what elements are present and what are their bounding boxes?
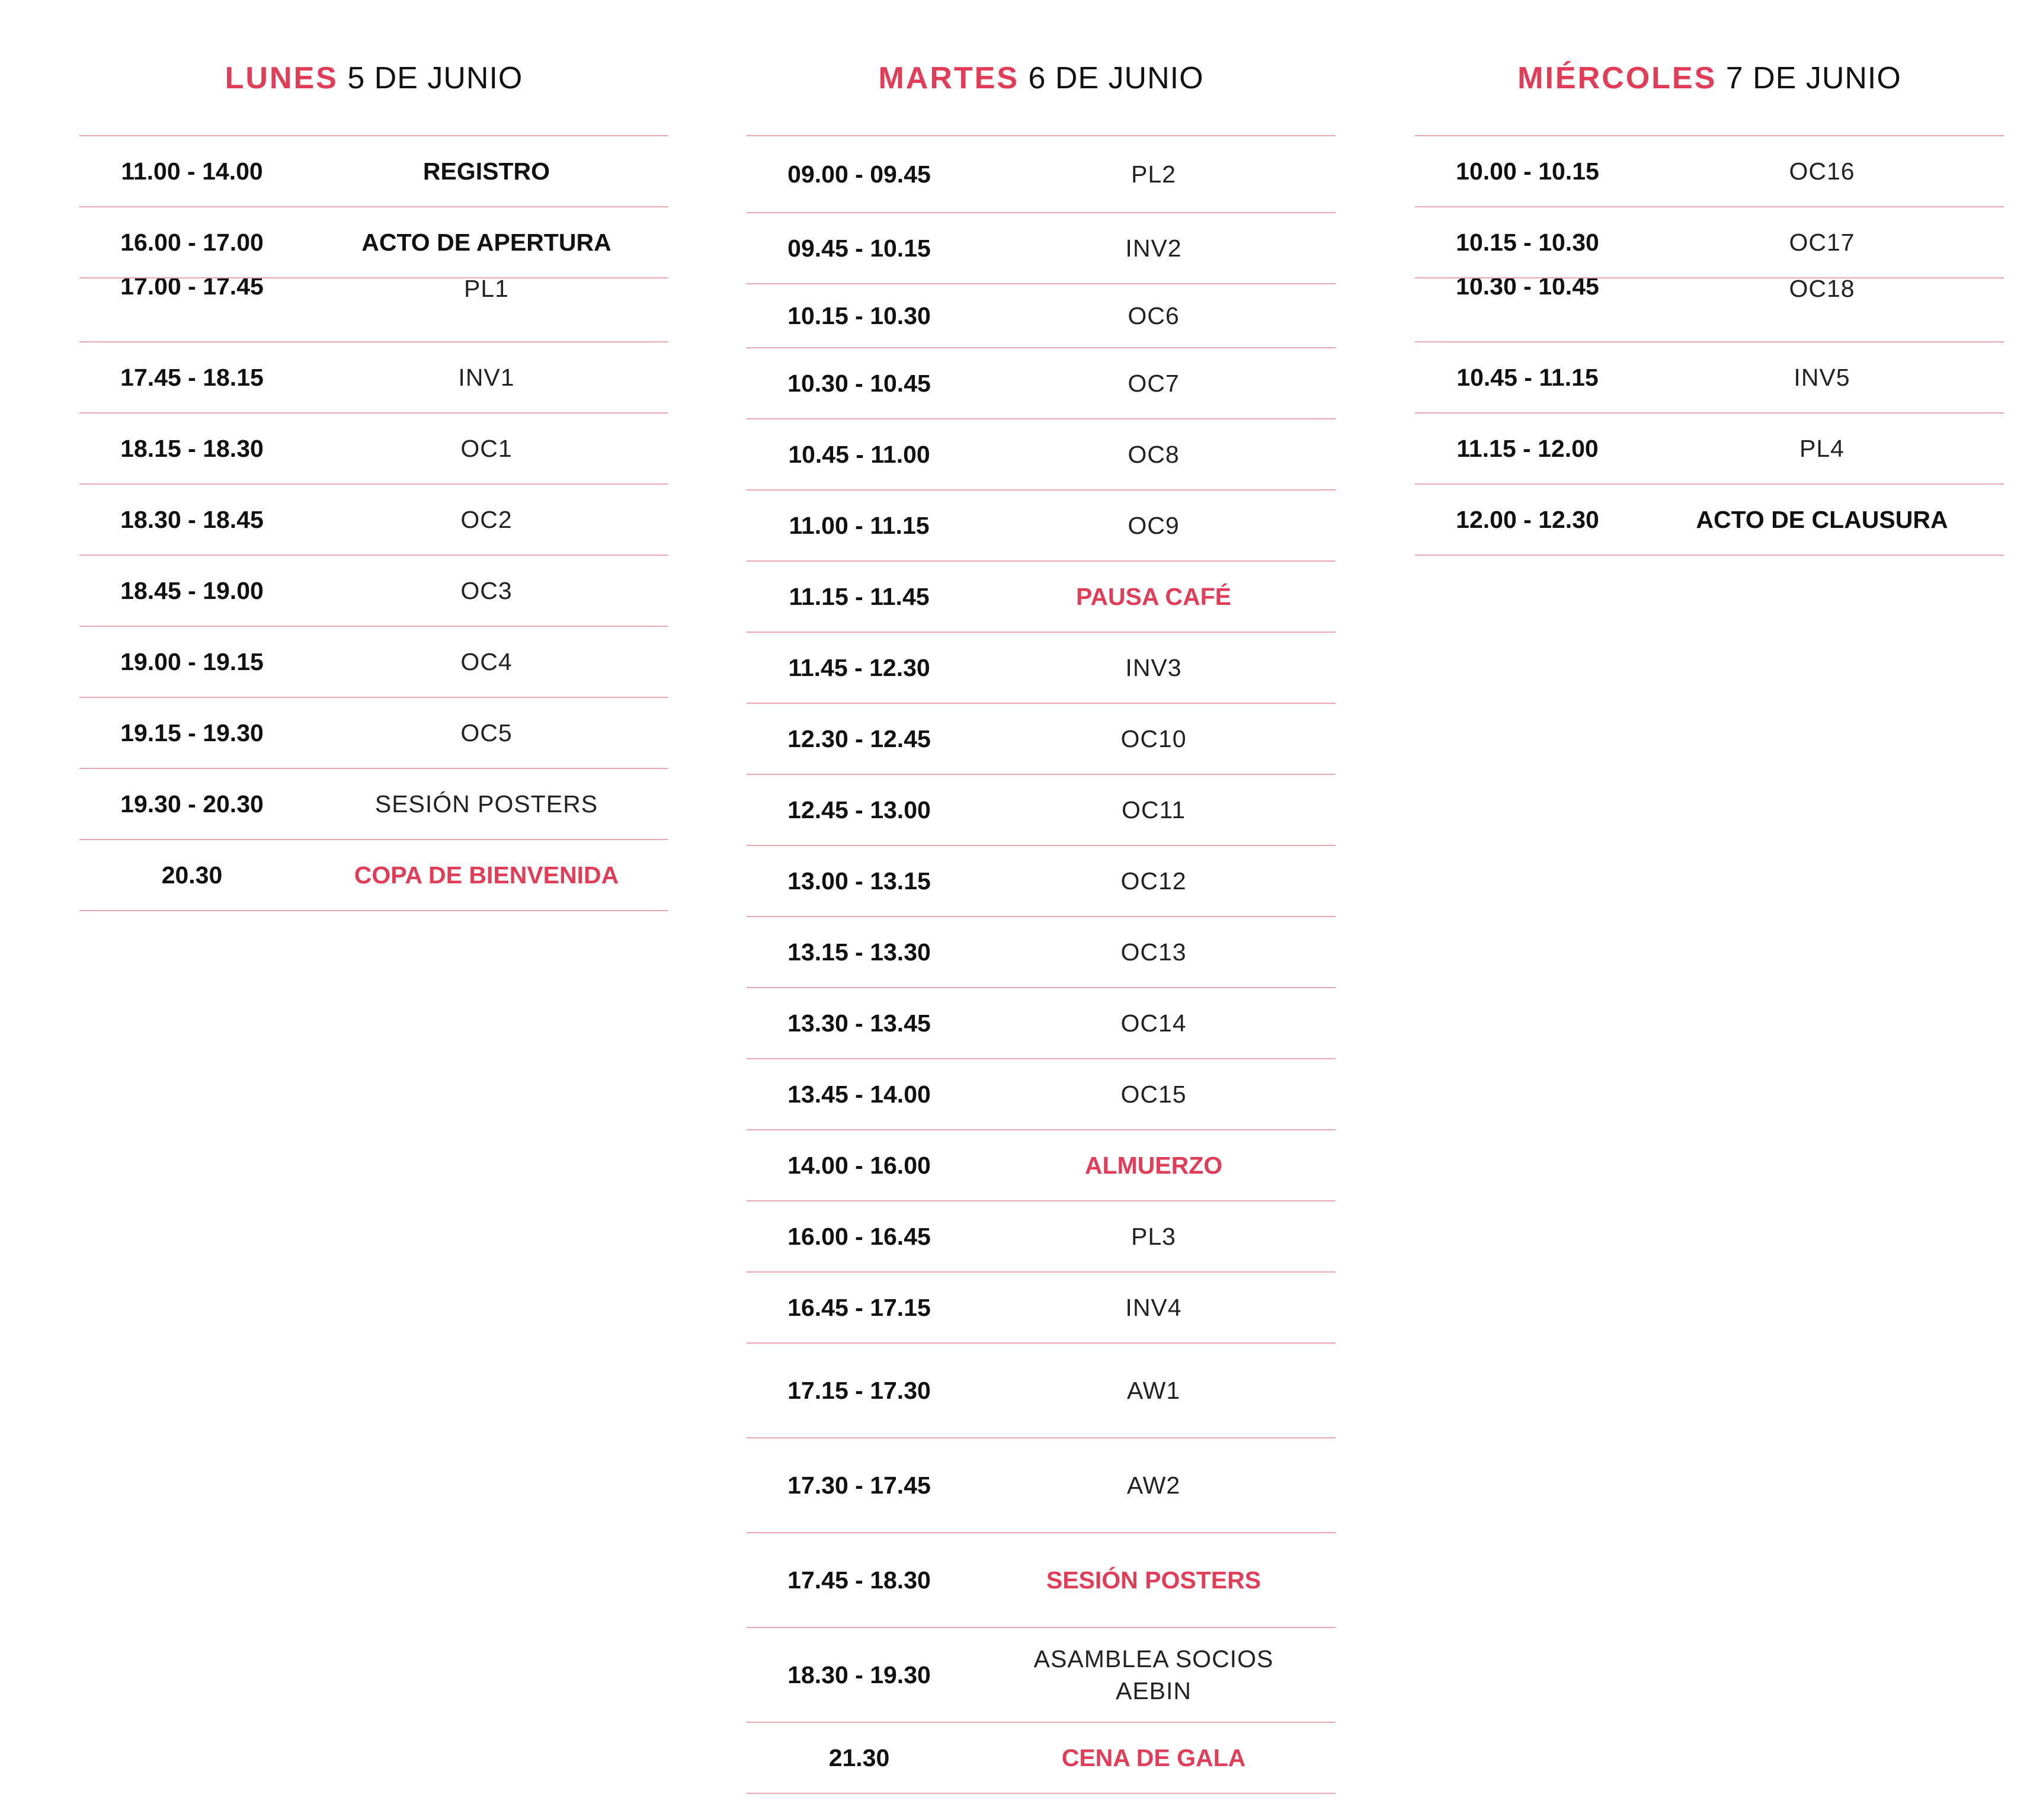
time-label: 11.00 - 14.00 bbox=[121, 157, 263, 185]
time-label: 13.00 - 13.15 bbox=[787, 867, 931, 895]
time-label: 14.00 - 16.00 bbox=[787, 1151, 931, 1179]
schedule-row bbox=[747, 1344, 1336, 1438]
schedule-row bbox=[747, 633, 1336, 704]
event-label: OC6 bbox=[1128, 302, 1180, 329]
event-label: INV2 bbox=[1125, 235, 1182, 262]
time-label: 18.30 - 19.30 bbox=[787, 1661, 931, 1688]
event-label: ACTO DE APERTURA bbox=[361, 229, 611, 256]
schedule-row bbox=[79, 627, 668, 698]
time-slot bbox=[747, 1723, 972, 1793]
time-slot bbox=[747, 846, 972, 916]
event-label: PL2 bbox=[1131, 161, 1176, 188]
schedule-row bbox=[79, 698, 668, 769]
event-label: OC14 bbox=[1120, 1010, 1187, 1037]
event-cell bbox=[972, 633, 1336, 703]
time-label: 21.30 bbox=[828, 1744, 890, 1771]
time-label: 10.15 - 10.30 bbox=[1456, 228, 1599, 256]
time-label: 19.30 - 20.30 bbox=[120, 790, 264, 818]
time-label: 10.30 - 10.45 bbox=[787, 369, 931, 397]
event-cell bbox=[972, 1628, 1336, 1722]
schedule-row bbox=[79, 769, 668, 840]
time-slot bbox=[747, 136, 972, 212]
event-label: OC3 bbox=[460, 577, 513, 604]
event-cell bbox=[305, 627, 668, 697]
event-cell bbox=[305, 769, 668, 839]
schedule-row bbox=[747, 917, 1336, 988]
event-cell bbox=[972, 348, 1336, 418]
schedule-row bbox=[1415, 136, 2004, 207]
event-cell bbox=[972, 1059, 1336, 1129]
event-cell bbox=[972, 1130, 1336, 1200]
time-slot bbox=[747, 1273, 972, 1342]
schedule-row bbox=[747, 1723, 1336, 1794]
time-slot bbox=[747, 213, 972, 283]
time-label: 11.15 - 11.45 bbox=[789, 582, 930, 610]
event-cell bbox=[1640, 414, 2004, 483]
schedule-row bbox=[79, 207, 668, 278]
time-slot bbox=[747, 348, 972, 418]
time-slot bbox=[79, 698, 305, 768]
time-label: 10.30 - 10.45 bbox=[1456, 278, 1599, 300]
day-name: LUNES bbox=[225, 61, 338, 95]
event-cell bbox=[972, 1723, 1336, 1793]
time-slot bbox=[79, 840, 305, 910]
day-date: 6 DE JUNIO bbox=[1028, 61, 1204, 95]
event-label: SESIÓN POSTERS bbox=[374, 790, 598, 818]
time-label: 11.15 - 12.00 bbox=[1456, 434, 1599, 462]
time-slot bbox=[747, 1628, 972, 1722]
event-label: AW2 bbox=[1126, 1472, 1181, 1499]
time-slot bbox=[1415, 342, 1640, 412]
event-label: OC4 bbox=[460, 648, 513, 675]
day-name: MARTES bbox=[878, 61, 1020, 95]
time-slot bbox=[1415, 485, 1640, 555]
time-slot bbox=[79, 278, 305, 341]
event-label: OC13 bbox=[1120, 938, 1187, 966]
time-slot bbox=[79, 414, 305, 483]
time-slot bbox=[79, 627, 305, 697]
schedule-row bbox=[747, 775, 1336, 846]
time-label: 16.00 - 17.00 bbox=[120, 228, 264, 256]
time-slot bbox=[79, 342, 305, 412]
schedule-row bbox=[747, 1438, 1336, 1533]
time-slot bbox=[747, 988, 972, 1058]
time-label: 13.15 - 13.30 bbox=[787, 938, 931, 966]
schedule-row bbox=[747, 1201, 1336, 1273]
event-label: ACTO DE CLAUSURA bbox=[1696, 506, 1948, 533]
event-label: COPA DE BIENVENIDA bbox=[354, 861, 619, 889]
time-label: 10.45 - 11.00 bbox=[788, 440, 930, 468]
event-label: OC2 bbox=[460, 506, 513, 533]
time-slot bbox=[747, 491, 972, 560]
schedule-row bbox=[747, 1059, 1336, 1130]
event-label: OC8 bbox=[1128, 441, 1180, 468]
time-label: 18.45 - 19.00 bbox=[120, 576, 264, 604]
schedule-row bbox=[747, 1533, 1336, 1628]
event-cell bbox=[972, 846, 1336, 916]
schedule-row bbox=[1415, 278, 2004, 342]
event-label: OC18 bbox=[1789, 278, 1855, 302]
event-cell bbox=[1640, 342, 2004, 412]
schedule-table bbox=[747, 135, 1336, 1794]
time-label: 13.30 - 13.45 bbox=[787, 1009, 931, 1037]
time-slot bbox=[1415, 278, 1640, 341]
event-cell bbox=[305, 278, 668, 341]
event-label: ASAMBLEA SOCIOS AEBIN bbox=[1033, 1645, 1274, 1704]
time-slot bbox=[747, 1059, 972, 1129]
time-slot bbox=[747, 419, 972, 489]
event-label: OC11 bbox=[1121, 796, 1186, 824]
day-date: 5 DE JUNIO bbox=[347, 61, 523, 95]
event-cell bbox=[1640, 207, 2004, 277]
day-date: 7 DE JUNIO bbox=[1725, 61, 1901, 95]
schedule-table bbox=[79, 135, 668, 911]
event-label: OC5 bbox=[460, 719, 513, 746]
event-cell bbox=[972, 491, 1336, 560]
schedule-row bbox=[747, 419, 1336, 491]
schedule-row bbox=[1415, 414, 2004, 485]
event-label: OC15 bbox=[1120, 1081, 1187, 1108]
time-label: 13.45 - 14.00 bbox=[787, 1080, 931, 1108]
event-label: INV3 bbox=[1125, 654, 1182, 681]
schedule-row bbox=[79, 278, 668, 342]
day-title bbox=[1415, 55, 2004, 102]
day-title bbox=[747, 55, 1336, 102]
schedule-row bbox=[747, 1628, 1336, 1723]
time-slot bbox=[747, 917, 972, 987]
event-label: OC7 bbox=[1128, 370, 1180, 397]
time-label: 17.45 - 18.15 bbox=[120, 363, 264, 391]
schedule-row bbox=[747, 348, 1336, 419]
schedule-row bbox=[747, 988, 1336, 1059]
event-cell bbox=[972, 775, 1336, 845]
time-slot bbox=[747, 1201, 972, 1271]
day-name: MIÉRCOLES bbox=[1517, 61, 1717, 95]
event-cell bbox=[305, 840, 668, 910]
event-cell bbox=[972, 1273, 1336, 1342]
event-label: OC12 bbox=[1120, 867, 1187, 895]
event-label: INV4 bbox=[1125, 1294, 1182, 1321]
time-label: 18.15 - 18.30 bbox=[120, 434, 264, 462]
event-cell bbox=[1640, 136, 2004, 206]
event-cell bbox=[972, 1533, 1336, 1627]
event-cell bbox=[972, 1438, 1336, 1532]
time-slot bbox=[79, 207, 305, 277]
event-cell bbox=[305, 414, 668, 483]
time-label: 10.00 - 10.15 bbox=[1456, 157, 1599, 185]
time-slot bbox=[747, 1344, 972, 1437]
event-label: OC17 bbox=[1789, 229, 1855, 256]
event-cell bbox=[305, 342, 668, 412]
schedule-row bbox=[747, 284, 1336, 348]
event-label: INV1 bbox=[458, 364, 515, 391]
schedule-row bbox=[747, 704, 1336, 775]
schedule-row bbox=[79, 414, 668, 485]
event-cell bbox=[972, 1201, 1336, 1271]
schedule-row bbox=[1415, 207, 2004, 278]
time-label: 17.45 - 18.30 bbox=[787, 1566, 931, 1594]
schedule-table bbox=[1415, 135, 2004, 556]
event-cell bbox=[972, 419, 1336, 489]
schedule-row bbox=[1415, 342, 2004, 414]
event-cell bbox=[1640, 278, 2004, 341]
time-label: 17.15 - 17.30 bbox=[787, 1376, 931, 1404]
event-cell bbox=[972, 704, 1336, 774]
event-label: SESIÓN POSTERS bbox=[1046, 1566, 1261, 1594]
event-label: OC9 bbox=[1128, 512, 1180, 539]
schedule-row bbox=[747, 491, 1336, 562]
time-slot bbox=[747, 562, 972, 632]
event-cell bbox=[972, 284, 1336, 347]
event-cell bbox=[972, 1344, 1336, 1437]
schedule-row bbox=[747, 213, 1336, 284]
event-cell bbox=[305, 698, 668, 768]
event-cell bbox=[305, 556, 668, 626]
event-cell bbox=[1640, 485, 2004, 555]
event-cell bbox=[972, 136, 1336, 212]
time-label: 20.30 bbox=[161, 861, 223, 889]
time-label: 10.45 - 11.15 bbox=[1456, 363, 1599, 391]
time-slot bbox=[1415, 414, 1640, 483]
event-label: INV5 bbox=[1794, 364, 1850, 391]
time-slot bbox=[79, 136, 305, 206]
schedule-row bbox=[747, 562, 1336, 633]
event-label: PAUSA CAFÉ bbox=[1076, 583, 1231, 610]
event-cell bbox=[972, 213, 1336, 283]
event-cell bbox=[972, 562, 1336, 632]
event-cell bbox=[305, 207, 668, 277]
schedule-row bbox=[1415, 485, 2004, 556]
event-label: PL1 bbox=[464, 278, 509, 302]
event-label: REGISTRO bbox=[422, 158, 550, 185]
time-label: 11.00 - 11.15 bbox=[789, 511, 930, 539]
time-label: 17.30 - 17.45 bbox=[787, 1471, 931, 1499]
time-slot bbox=[747, 704, 972, 774]
time-slot bbox=[1415, 207, 1640, 277]
event-label: ALMUERZO bbox=[1084, 1152, 1223, 1179]
event-label: OC10 bbox=[1120, 725, 1187, 752]
schedule-row bbox=[747, 136, 1336, 213]
event-cell bbox=[305, 485, 668, 555]
schedule-row bbox=[79, 342, 668, 414]
schedule-row bbox=[747, 846, 1336, 917]
event-label: CENA DE GALA bbox=[1061, 1744, 1246, 1771]
time-slot bbox=[747, 633, 972, 703]
time-label: 19.00 - 19.15 bbox=[120, 648, 264, 675]
time-slot bbox=[747, 775, 972, 845]
time-slot bbox=[79, 485, 305, 555]
time-label: 09.00 - 09.45 bbox=[787, 160, 931, 188]
schedule-row bbox=[79, 485, 668, 556]
time-label: 12.30 - 12.45 bbox=[787, 725, 931, 752]
event-label: PL3 bbox=[1131, 1223, 1176, 1250]
schedule-row bbox=[79, 136, 668, 207]
time-label: 09.45 - 10.15 bbox=[787, 234, 931, 262]
time-label: 18.30 - 18.45 bbox=[120, 505, 264, 533]
event-cell bbox=[305, 136, 668, 206]
time-label: 17.00 - 17.45 bbox=[120, 278, 264, 300]
time-label: 16.45 - 17.15 bbox=[787, 1293, 931, 1321]
day-title bbox=[79, 55, 668, 102]
time-label: 16.00 - 16.45 bbox=[787, 1222, 931, 1250]
schedule-row bbox=[79, 840, 668, 911]
event-label: AW1 bbox=[1126, 1377, 1181, 1404]
schedule-row bbox=[747, 1273, 1336, 1344]
event-cell bbox=[972, 917, 1336, 987]
time-slot bbox=[747, 284, 972, 347]
time-slot bbox=[747, 1533, 972, 1627]
schedule-row bbox=[747, 1130, 1336, 1201]
time-label: 19.15 - 19.30 bbox=[120, 719, 264, 746]
time-label: 10.15 - 10.30 bbox=[787, 302, 931, 329]
event-cell bbox=[972, 988, 1336, 1058]
event-label: OC16 bbox=[1789, 158, 1855, 185]
time-slot bbox=[79, 556, 305, 626]
time-slot bbox=[747, 1130, 972, 1200]
time-label: 11.45 - 12.30 bbox=[788, 653, 930, 681]
time-label: 12.45 - 13.00 bbox=[787, 796, 931, 824]
time-label: 12.00 - 12.30 bbox=[1456, 505, 1599, 533]
event-label: OC1 bbox=[460, 435, 513, 462]
time-slot bbox=[747, 1438, 972, 1532]
schedule-row bbox=[79, 556, 668, 627]
time-slot bbox=[79, 769, 305, 839]
event-label: PL4 bbox=[1799, 435, 1845, 462]
time-slot bbox=[1415, 136, 1640, 206]
